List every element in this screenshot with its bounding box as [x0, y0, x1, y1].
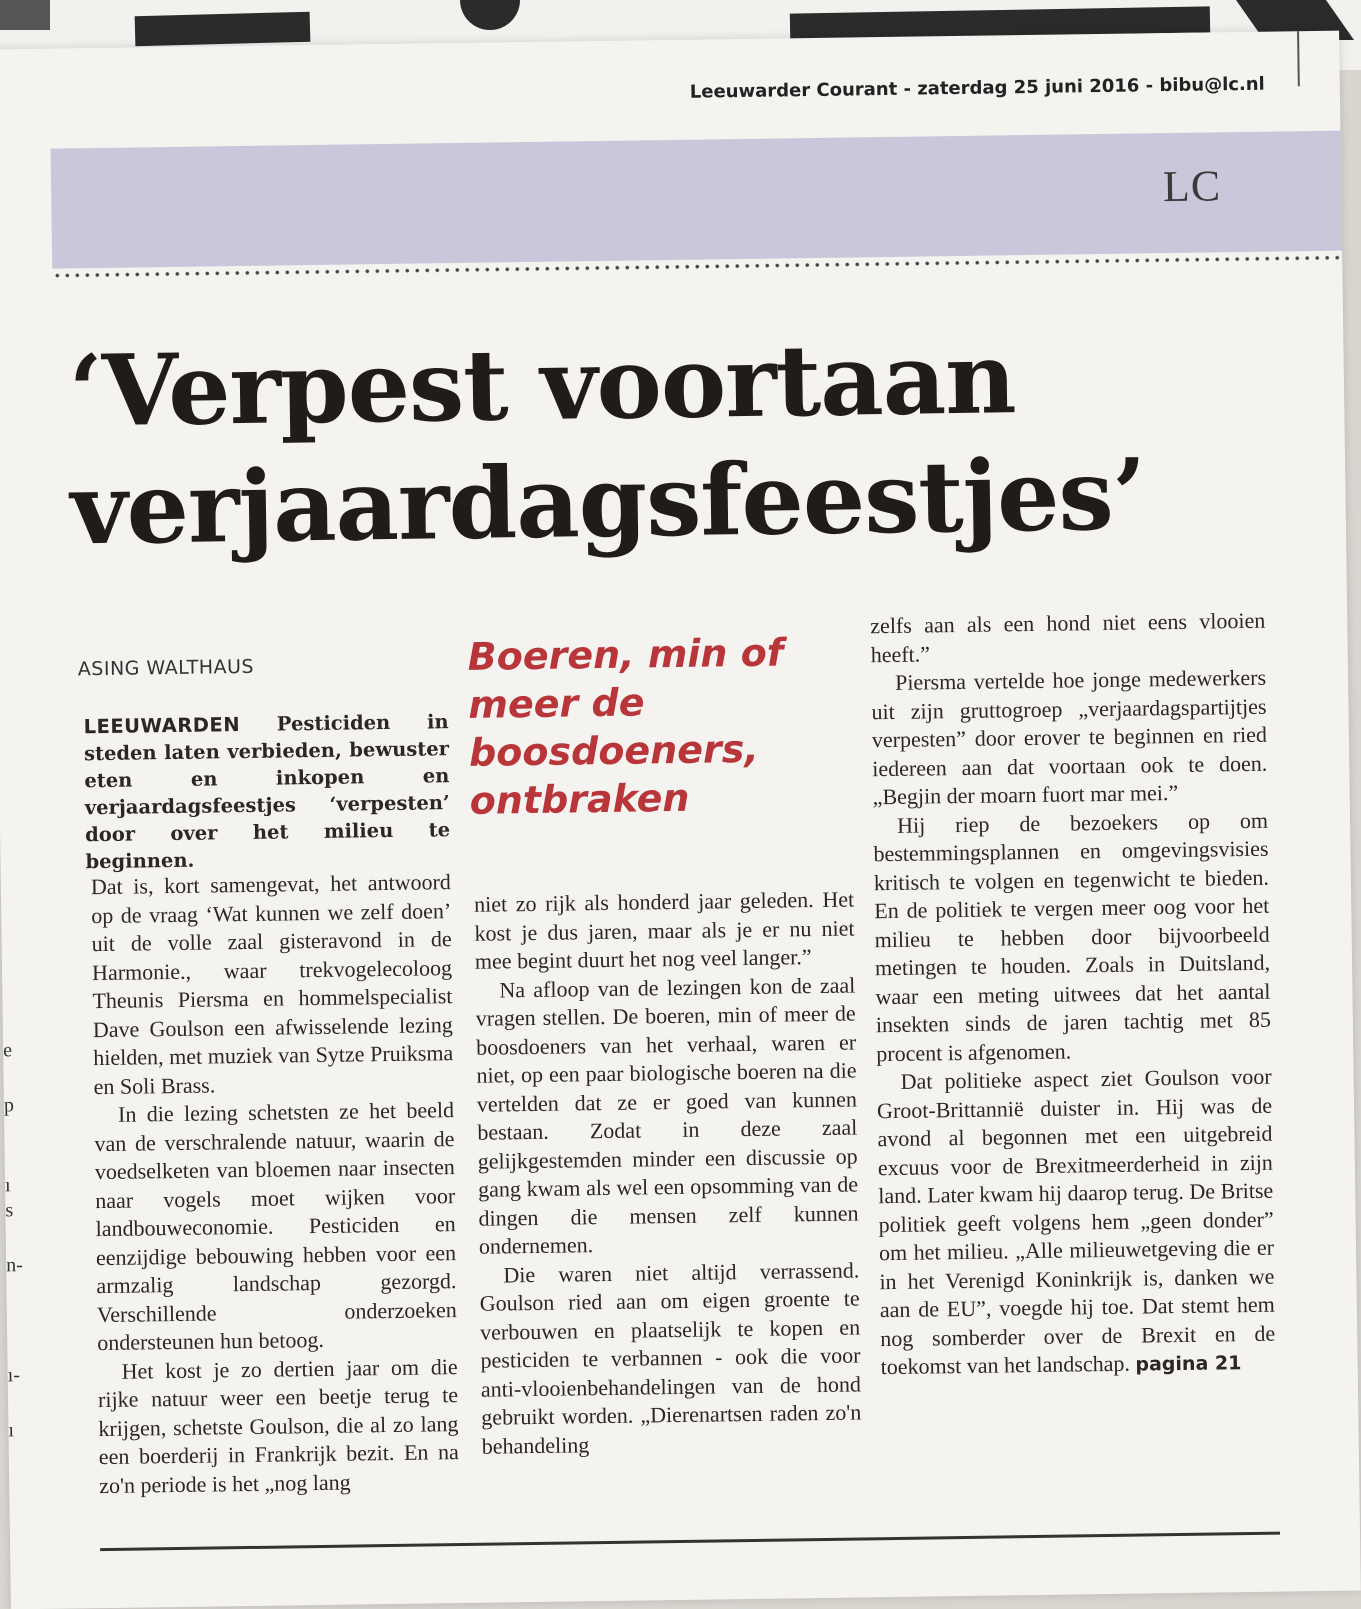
page-header: Leeuwarder Courant - zaterdag 25 juni 2016 - bibu@lc.nl — [690, 74, 1265, 103]
paragraph: Die waren niet altijd verrassend. Goulson ried aan om eigen groente te verbouwen en plaatselijk te kopen en pesticiden te verbannen - ook die voor anti-vlooienbehandelingen van de hond gebruikt worden. „Dierenartsen raden zo'n behandeling — [479, 1256, 862, 1461]
section-band — [51, 131, 1343, 269]
section-logo: LC — [1163, 160, 1222, 212]
paragraph — [876, 1063, 1275, 1383]
headline-line-1: ‘Verpest voortaan — [68, 318, 1170, 451]
margin-fragment: n- — [6, 1254, 23, 1277]
ink-mark — [460, 0, 520, 30]
margin-fragment: s — [5, 1199, 13, 1222]
ink-mark — [135, 12, 311, 47]
pull-quote: Boeren, min of meer de boosdoeners, ontbraken — [467, 628, 840, 825]
lead-dateline: LEEUWARDEN — [83, 713, 240, 738]
continued-reference: pagina 21 — [1135, 1352, 1241, 1375]
article-column-1 — [91, 868, 460, 1500]
paragraph: Hij riep de bezoekers op om bestemmingsplannen en omgevingsvisies kritisch te volgen en tegenwicht te bieden. En de politiek te vergen meer oog voor het milieu te hebben door bijvoorbeeld metingen te houden. Zoals in Duitsland, waar een meting uitwees dat het aantal insekten sinds de jaren tachtig met 85 procent is afgenomen. — [873, 806, 1272, 1068]
paragraph-text: Dat politieke aspect ziet Goulson voor Groot-Brittannië duister in. Hij was de avond al begonnen met een uitgebreid excuus voor de Brexitmeerderheid in zijn land. Later kwam hij daarop terug. De Britse politiek geeft volgens hem „geen donder” om het milieu. „Alle milieuwetgeving die er in het Verenigd Koninkrijk is, danken we aan de EU”, voegde hij toe. Dat stemt hem nog somberder over de Brexit en de toekomst van het landschap. — [877, 1064, 1275, 1379]
newspaper-page — [0, 31, 1361, 1609]
bottom-rule — [100, 1532, 1280, 1551]
paragraph: Na afloop van de lezingen kon de zaal vragen stellen. De boeren, min of meer de boosdoeners van het verhaal, waren er niet, op een paar biologische boeren na die vertelden dat ze er goed van kunnen bestaan. Zodat in deze zaal gelijkgestemden minder een discussie op gang kwam als wel een opsomming van de dingen die mensen zelf kunnen ondernemen. — [475, 971, 859, 1261]
margin-fragment: p — [4, 1094, 14, 1117]
page-edge-line — [1297, 31, 1300, 86]
margin-fragment: ı — [5, 1174, 11, 1197]
paragraph: Piersma vertelde hoe jonge medewerkers uit zijn gruttogroep „verjaardagspartijtjes verpesten” door erover te beginnen en ried iedereen aan dat voortaan ook te doen. „Begjin der moarn fuort mar mei.” — [871, 664, 1268, 812]
paragraph: Het kost je zo dertien jaar om die rijke natuur weer een beetje terug te krijgen, schetste Goulson, die al zo lang een boerderij in Frankrijk bezit. En na zo'n periode is het „nog lang — [97, 1353, 459, 1501]
lead-text: Pesticiden in steden laten verbieden, bewuster eten en inkopen en verjaardagsfeestjes ‘verpesten’ door over het milieu te beginnen. — [84, 710, 450, 873]
paragraph: Dat is, kort samengevat, het antwoord op de vraag ‘Wat kunnen we zelf doen’ uit de volle zaal gisteravond in de Harmonie., waar trekvogelecoloog Theunis Piersma en hommelspecialist Dave Goulson een afwisselende lezing hielden, met muziek van Sytze Pruiksma en Soli Brass. — [91, 868, 454, 1101]
margin-fragment: ı- — [8, 1364, 21, 1387]
margin-fragment: ı — [8, 1419, 14, 1442]
article-column-3 — [870, 607, 1276, 1383]
margin-fragment: e — [3, 1039, 12, 1062]
article-headline — [68, 318, 1171, 569]
article-column-2 — [474, 886, 862, 1461]
paragraph: In die lezing schetsten ze het beeld van de verschralende natuur, waarin de voedselketen van bloemen naar insecten naar vogels moet wijken voor landbouweconomie. Pesticiden en eenzijdige bebouwing hebben voor een armzalig landschap gezorgd. Verschillende onderzoeken ondersteunen hun betoog. — [94, 1096, 458, 1358]
paragraph: zelfs aan als een hond niet eens vlooien heeft.” — [870, 607, 1266, 670]
paragraph: niet zo rijk als honderd jaar geleden. Het kost je dus jaren, maar als je er nu niet mee begint duurt het nog veel langer.” — [474, 886, 855, 977]
article-byline: ASING WALTHAUS — [78, 656, 255, 680]
ink-mark — [0, 0, 50, 30]
article-lead — [83, 708, 450, 875]
headline-line-2: verjaardagsfeestjes’ — [70, 436, 1172, 569]
